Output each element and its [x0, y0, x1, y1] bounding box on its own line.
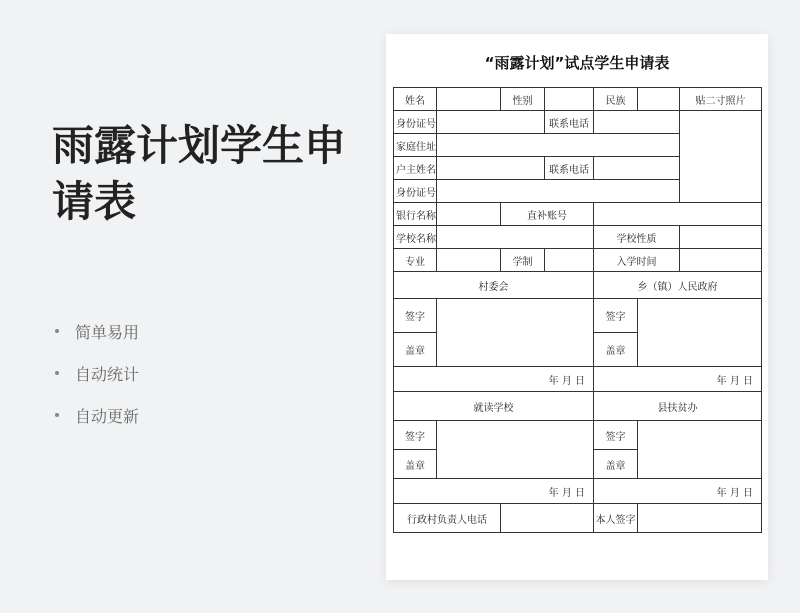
- feature-label: 自动统计: [75, 364, 140, 384]
- gender-label: 性别: [501, 88, 545, 111]
- village-sign-area[interactable]: [437, 299, 594, 367]
- enroll-time-label: 入学时间: [594, 249, 680, 272]
- form-row: [394, 249, 762, 272]
- township-seal-label: 盖章: [594, 333, 638, 367]
- photo-area[interactable]: [680, 111, 762, 203]
- form-row: [394, 111, 762, 134]
- major-field[interactable]: [437, 249, 501, 272]
- phone2-label: 联系电话: [545, 157, 594, 180]
- school-type-label: 学校性质: [594, 226, 680, 249]
- feature-item: [52, 394, 139, 436]
- id-number2-field[interactable]: [437, 180, 680, 203]
- county-seal-label: 盖章: [594, 450, 638, 479]
- slide-title: 雨露计划学生申请表: [52, 121, 347, 226]
- school-sign-area[interactable]: [437, 421, 594, 479]
- bullet-icon: [55, 371, 59, 375]
- form-row: [394, 88, 762, 111]
- name-field[interactable]: [437, 88, 501, 111]
- phone-label: 联系电话: [545, 111, 594, 134]
- form-row: [394, 226, 762, 249]
- photo-label: 贴二寸照片: [680, 88, 762, 111]
- document-title: “雨露计划”试点学生申请表: [484, 54, 670, 72]
- school-seal-label: 盖章: [394, 450, 437, 479]
- gender-field[interactable]: [545, 88, 594, 111]
- householder-field[interactable]: [437, 157, 545, 180]
- bank-label: 银行名称: [394, 203, 437, 226]
- village-header: 村委会: [394, 272, 594, 299]
- school-date: 年 月 日: [394, 479, 594, 504]
- feature-label: 自动更新: [75, 406, 140, 426]
- village-date: 年 月 日: [394, 367, 594, 392]
- account-field[interactable]: [594, 203, 762, 226]
- self-sign-field[interactable]: [638, 504, 762, 533]
- householder-label: 户主姓名: [394, 157, 437, 180]
- form-row: [394, 272, 762, 299]
- ethnicity-label: 民族: [594, 88, 638, 111]
- village-sign-label: 签字: [394, 299, 437, 333]
- name-label: 姓名: [394, 88, 437, 111]
- phone2-field[interactable]: [594, 157, 680, 180]
- school-attend-header: 就读学校: [394, 392, 594, 421]
- feature-item: [52, 310, 139, 352]
- self-sign-label: 本人签字: [594, 504, 638, 533]
- county-sign-label: 签字: [594, 421, 638, 450]
- village-head-phone-field[interactable]: [501, 504, 594, 533]
- ethnicity-field[interactable]: [638, 88, 680, 111]
- feature-label: 简单易用: [75, 322, 140, 342]
- address-field[interactable]: [437, 134, 680, 157]
- form-row: [394, 421, 762, 450]
- village-head-phone-label: 行政村负责人电话: [394, 504, 501, 533]
- school-field[interactable]: [437, 226, 594, 249]
- enroll-time-field[interactable]: [680, 249, 762, 272]
- form-row: [394, 479, 762, 504]
- feature-item: [52, 352, 139, 394]
- duration-label: 学制: [501, 249, 545, 272]
- county-sign-area[interactable]: [638, 421, 762, 479]
- duration-field[interactable]: [545, 249, 594, 272]
- township-header: 乡（镇）人民政府: [594, 272, 762, 299]
- phone-field[interactable]: [594, 111, 680, 134]
- document-preview: [386, 34, 768, 580]
- bank-field[interactable]: [437, 203, 501, 226]
- school-sign-label: 签字: [394, 421, 437, 450]
- school-type-field[interactable]: [680, 226, 762, 249]
- form-row: [394, 367, 762, 392]
- major-label: 专业: [394, 249, 437, 272]
- county-header: 县扶贫办: [594, 392, 762, 421]
- address-label: 家庭住址: [394, 134, 437, 157]
- form-row: [394, 504, 762, 533]
- account-label: 直补账号: [501, 203, 594, 226]
- school-label: 学校名称: [394, 226, 437, 249]
- feature-list: [52, 310, 139, 436]
- bullet-icon: [55, 413, 59, 417]
- township-sign-area[interactable]: [638, 299, 762, 367]
- village-seal-label: 盖章: [394, 333, 437, 367]
- form-row: [394, 299, 762, 333]
- id-number-field[interactable]: [437, 111, 545, 134]
- id-number-label: 身份证号: [394, 111, 437, 134]
- application-form: [393, 87, 762, 533]
- county-date: 年 月 日: [594, 479, 762, 504]
- form-row: [394, 392, 762, 421]
- id-number2-label: 身份证号: [394, 180, 437, 203]
- township-date: 年 月 日: [594, 367, 762, 392]
- bullet-icon: [55, 329, 59, 333]
- township-sign-label: 签字: [594, 299, 638, 333]
- form-row: [394, 203, 762, 226]
